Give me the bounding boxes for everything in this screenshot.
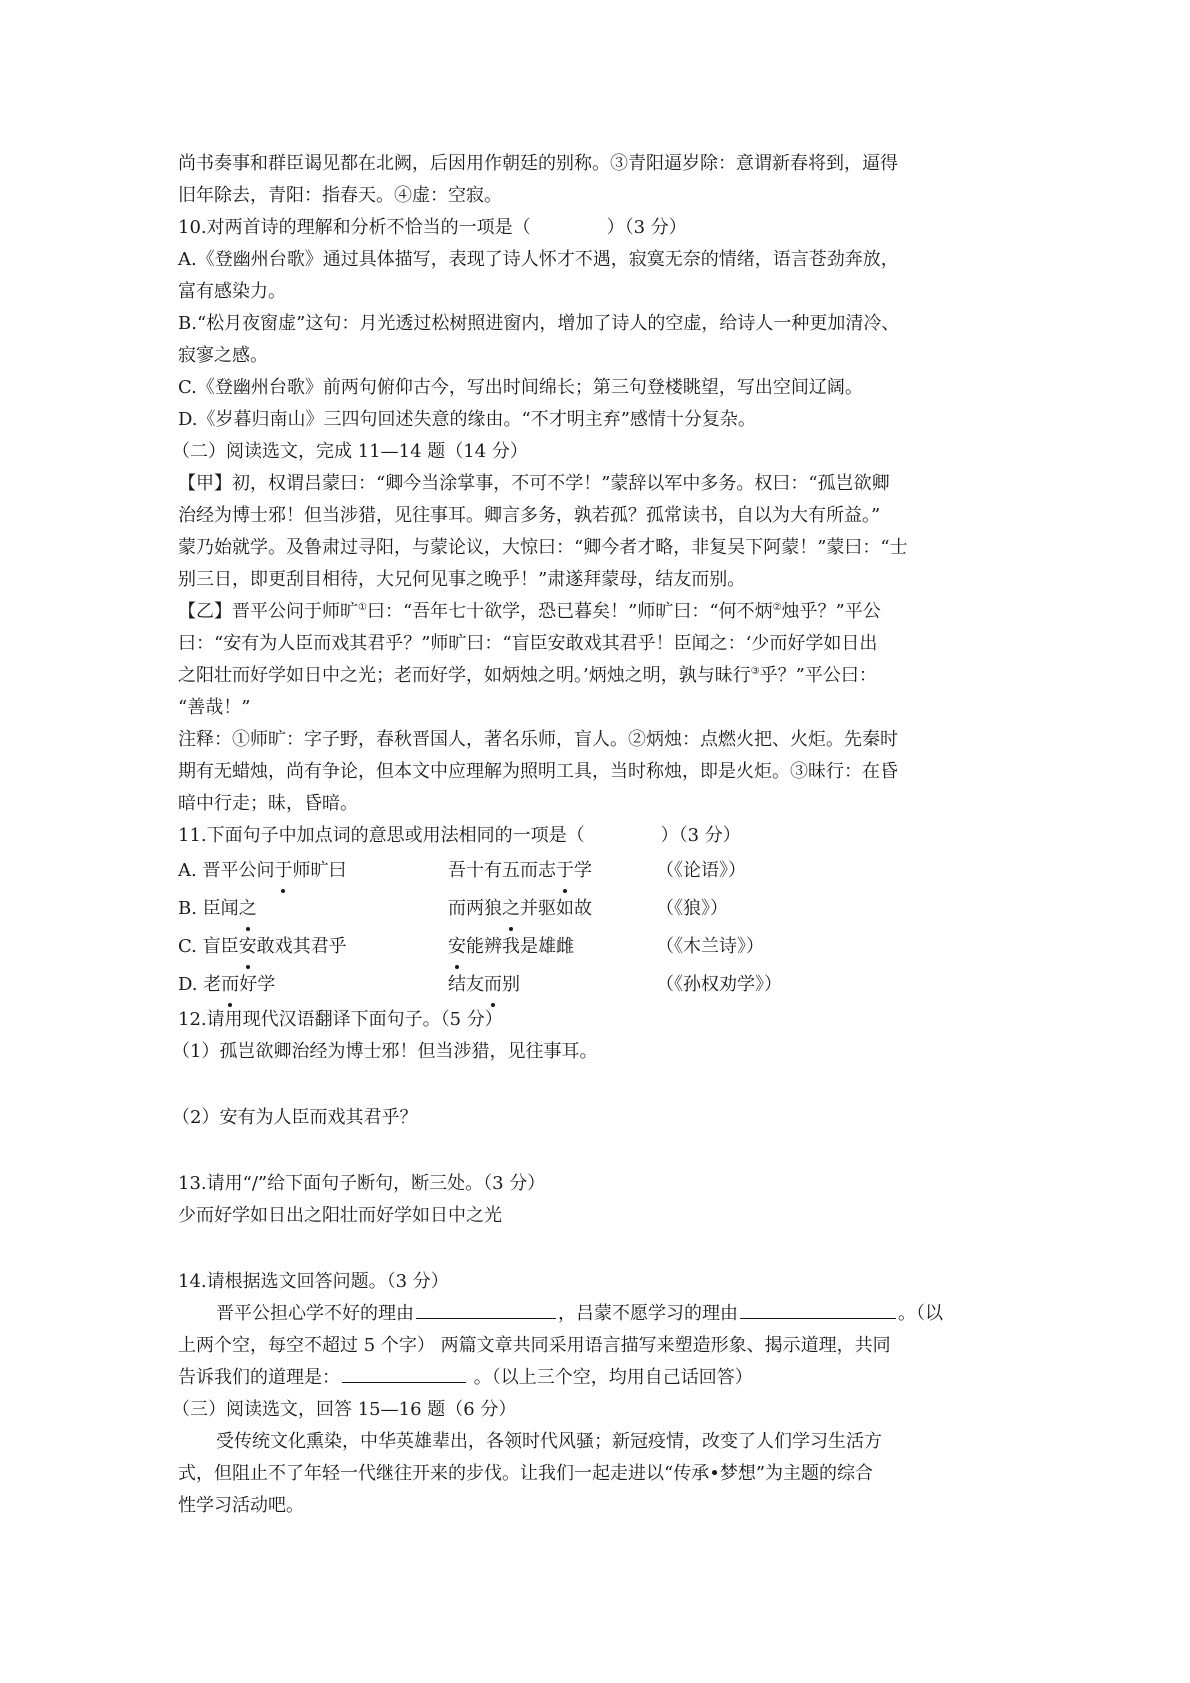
text: 敢戏其君乎 — [256, 936, 347, 957]
text: 并驱如故 — [520, 898, 592, 919]
dotted-word: 之 — [502, 893, 520, 925]
q14-stem: 14.请根据选文回答问题。（3 分） — [178, 1271, 449, 1292]
q11-option-row — [178, 890, 1038, 928]
paragraph-line: 式，但阻止不了年轻一代继往开来的步伐。让我们一起走进以“传承•梦想”为主题的综合 — [178, 1463, 874, 1484]
q14-line: 上两个空，每空不超过 5 个字） 两篇文章共同采用语言描写来塑造形象、揭示道理，共同 — [178, 1335, 891, 1356]
dotted-word: 于 — [556, 855, 574, 887]
fill-in-blank[interactable] — [342, 1362, 466, 1383]
q10-stem-text: 10.对两首诗的理解和分析不恰当的一项是（ — [178, 217, 531, 238]
option-source: （《狼》） — [656, 898, 728, 919]
text: 臣闻 — [202, 898, 239, 919]
yi-text: 【乙】晋平公问于师旷 — [178, 601, 358, 622]
passage-yi-line: 曰：“安有为人臣而戏其君乎？”师旷曰：“盲臣安敢戏其君乎！臣闻之：‘少而好学如日出 — [178, 633, 878, 654]
option-sentence-2 — [448, 931, 656, 963]
q14-line — [178, 1298, 1038, 1330]
q12-stem: 12.请用现代汉语翻译下面句子。（5 分） — [178, 1009, 503, 1030]
footnote-mark: ② — [772, 602, 782, 613]
yi-text: 乎？”平公曰： — [759, 665, 877, 686]
yi-text: 曰：“吾年七十欲学，恐已暮矣！”师旷曰：“何不炳 — [366, 601, 773, 622]
q10-stem — [178, 212, 1038, 244]
option-label: A. — [178, 860, 197, 881]
yi-text: 之阳壮而好学如日中之光；老而好学，如炳烛之明。’炳烛之明，孰与昧行 — [178, 665, 751, 686]
text: 老 — [203, 974, 222, 995]
option-source: （《孙权劝学》） — [656, 974, 782, 995]
fill-in-blank[interactable] — [416, 1298, 556, 1319]
section3-heading: （三）阅读选文，回答 15—16 题（6 分） — [172, 1399, 517, 1420]
text: 晋平公担心学不好的理由 — [216, 1303, 414, 1324]
passage-yi-line — [178, 660, 1038, 692]
q10-option: 寂寥之感。 — [178, 345, 268, 366]
passage-jia-line: 别三日，即更刮目相待，大兄何见事之晚乎！”肃遂拜蒙母，结友而别。 — [178, 569, 746, 590]
section2-heading: （二）阅读选文，完成 11—14 题（14 分） — [172, 441, 528, 462]
yi-text: 烛乎？”平公 — [781, 601, 881, 622]
option-sentence-1 — [178, 893, 448, 925]
q13-sentence: 少而好学如日出之阳壮而好学如日中之光 — [178, 1205, 502, 1226]
q10-option: A.《登幽州台歌》通过具体描写，表现了诗人怀才不遇，寂寞无奈的情绪，语言苍劲奔放， — [178, 249, 899, 270]
text: 学 — [574, 860, 592, 881]
dotted-word: 而 — [484, 969, 502, 1001]
option-sentence-2 — [448, 969, 656, 1001]
text: 师旷曰 — [292, 860, 347, 881]
dotted-word: 于 — [274, 855, 292, 887]
passage-jia-line: 【甲】初，权谓吕蒙曰：“卿今当涂掌事，不可不学！”蒙辞以军中多务。权曰：“孤岂欲卿 — [178, 473, 890, 494]
q10-option: 富有感染力。 — [178, 281, 286, 302]
text: 。（以 — [898, 1303, 943, 1324]
q10-score: ）（3 分） — [606, 217, 687, 238]
dotted-word: 安 — [239, 931, 257, 963]
q10-option: C.《登幽州台歌》前两句俯仰古今，写出时间绵长；第三句登楼眺望，写出空间辽阔。 — [178, 377, 863, 398]
option-sentence-1 — [178, 969, 448, 1001]
passage-jia-line: 治经为博士邪！但当涉猎，见往事耳。卿言多务，孰若孤？孤常读书，自以为大有所益。” — [178, 505, 881, 526]
option-sentence-2 — [448, 855, 656, 887]
page-content — [172, 148, 1038, 1522]
text: 好学 — [239, 974, 276, 995]
text: 吾十有五而志 — [448, 860, 556, 881]
q11-stem — [178, 820, 1038, 852]
q10-option: D.《岁暮归南山》三四句回述失意的缘由。“不才明主弃”感情十分复杂。 — [178, 409, 756, 430]
text: 晋平公问 — [202, 860, 275, 881]
annotation-line: 期有无蜡烛，尚有争论，但本文中应理解为照明工具，当时称烛，即是火炬。③昧行：在昏 — [178, 761, 898, 782]
q11-option-row — [178, 928, 1038, 966]
q11-stem-text: 11.下面句子中加点词的意思或用法相同的一项是（ — [178, 825, 585, 846]
text: ，吕蒙不愿学习的理由 — [558, 1303, 738, 1324]
text: 告诉我们的道理是： — [178, 1367, 340, 1388]
q11-option-row — [178, 966, 1038, 1004]
footnote-mark: ① — [358, 602, 367, 613]
dotted-word: 而 — [221, 969, 239, 1001]
option-label: B. — [178, 898, 197, 919]
q13-stem: 13.请用“/”给下面句子断句，断三处。（3 分） — [178, 1173, 546, 1194]
note-line: 尚书奏事和群臣谒见都在北阙，后因用作朝廷的别称。③青阳逼岁除：意谓新春将到，逼得 — [178, 153, 898, 174]
fill-in-blank[interactable] — [740, 1298, 896, 1319]
text: 能辨我是雄雌 — [466, 936, 574, 957]
option-source: （《木兰诗》） — [656, 936, 764, 957]
passage-yi-line: “善哉！” — [178, 697, 251, 718]
q14-line — [178, 1362, 1038, 1394]
text: 别 — [502, 974, 520, 995]
option-sentence-2 — [448, 893, 656, 925]
option-sentence-1 — [178, 931, 448, 963]
text: 结友 — [448, 974, 484, 995]
q12-sentence-1: （1）孤岂欲卿治经为博士邪！但当涉猎，见往事耳。 — [172, 1041, 598, 1062]
q10-option: B.“松月夜窗虚”这句：月光透过松树照进窗内，增加了诗人的空虚，给诗人一种更加清冷、 — [178, 313, 900, 334]
option-source: （《论语》） — [656, 860, 746, 881]
q11-option-row — [178, 852, 1038, 890]
answer-space[interactable] — [178, 1232, 1038, 1266]
passage-yi-line — [178, 596, 1038, 628]
text: 盲臣 — [202, 936, 239, 957]
paragraph-line: 性学习活动吧。 — [178, 1495, 304, 1516]
option-sentence-1 — [178, 855, 448, 887]
annotation-line: 暗中行走；昧，昏暗。 — [178, 793, 358, 814]
option-label: D. — [178, 974, 198, 995]
footnote-mark: ③ — [750, 666, 760, 677]
annotation-line: 注释：①师旷：字子野，春秋晋国人，著名乐师，盲人。②炳烛：点燃火把、火炬。先秦时 — [178, 729, 898, 750]
dotted-word: 之 — [239, 893, 257, 925]
note-line: 旧年除去，青阳：指春天。④虚：空寂。 — [178, 185, 502, 206]
passage-jia-line: 蒙乃始就学。及鲁肃过寻阳，与蒙论议，大惊曰：“卿今者才略，非复吴下阿蒙！”蒙曰：“士 — [178, 537, 908, 558]
paragraph-line: 受传统文化熏染，中华英雄辈出，各领时代风骚；新冠疫情，改变了人们学习生活方 — [216, 1431, 882, 1452]
answer-space[interactable] — [178, 1134, 1038, 1168]
q12-sentence-2: （2）安有为人臣而戏其君乎？ — [172, 1107, 418, 1128]
text: 。（以上三个空，均用自己话回答） — [468, 1367, 753, 1388]
answer-space[interactable] — [178, 1068, 1038, 1102]
dotted-word: 安 — [448, 931, 466, 963]
text: 而两狼 — [448, 898, 502, 919]
option-label: C. — [178, 936, 197, 957]
q11-score: ）（3 分） — [660, 825, 741, 846]
